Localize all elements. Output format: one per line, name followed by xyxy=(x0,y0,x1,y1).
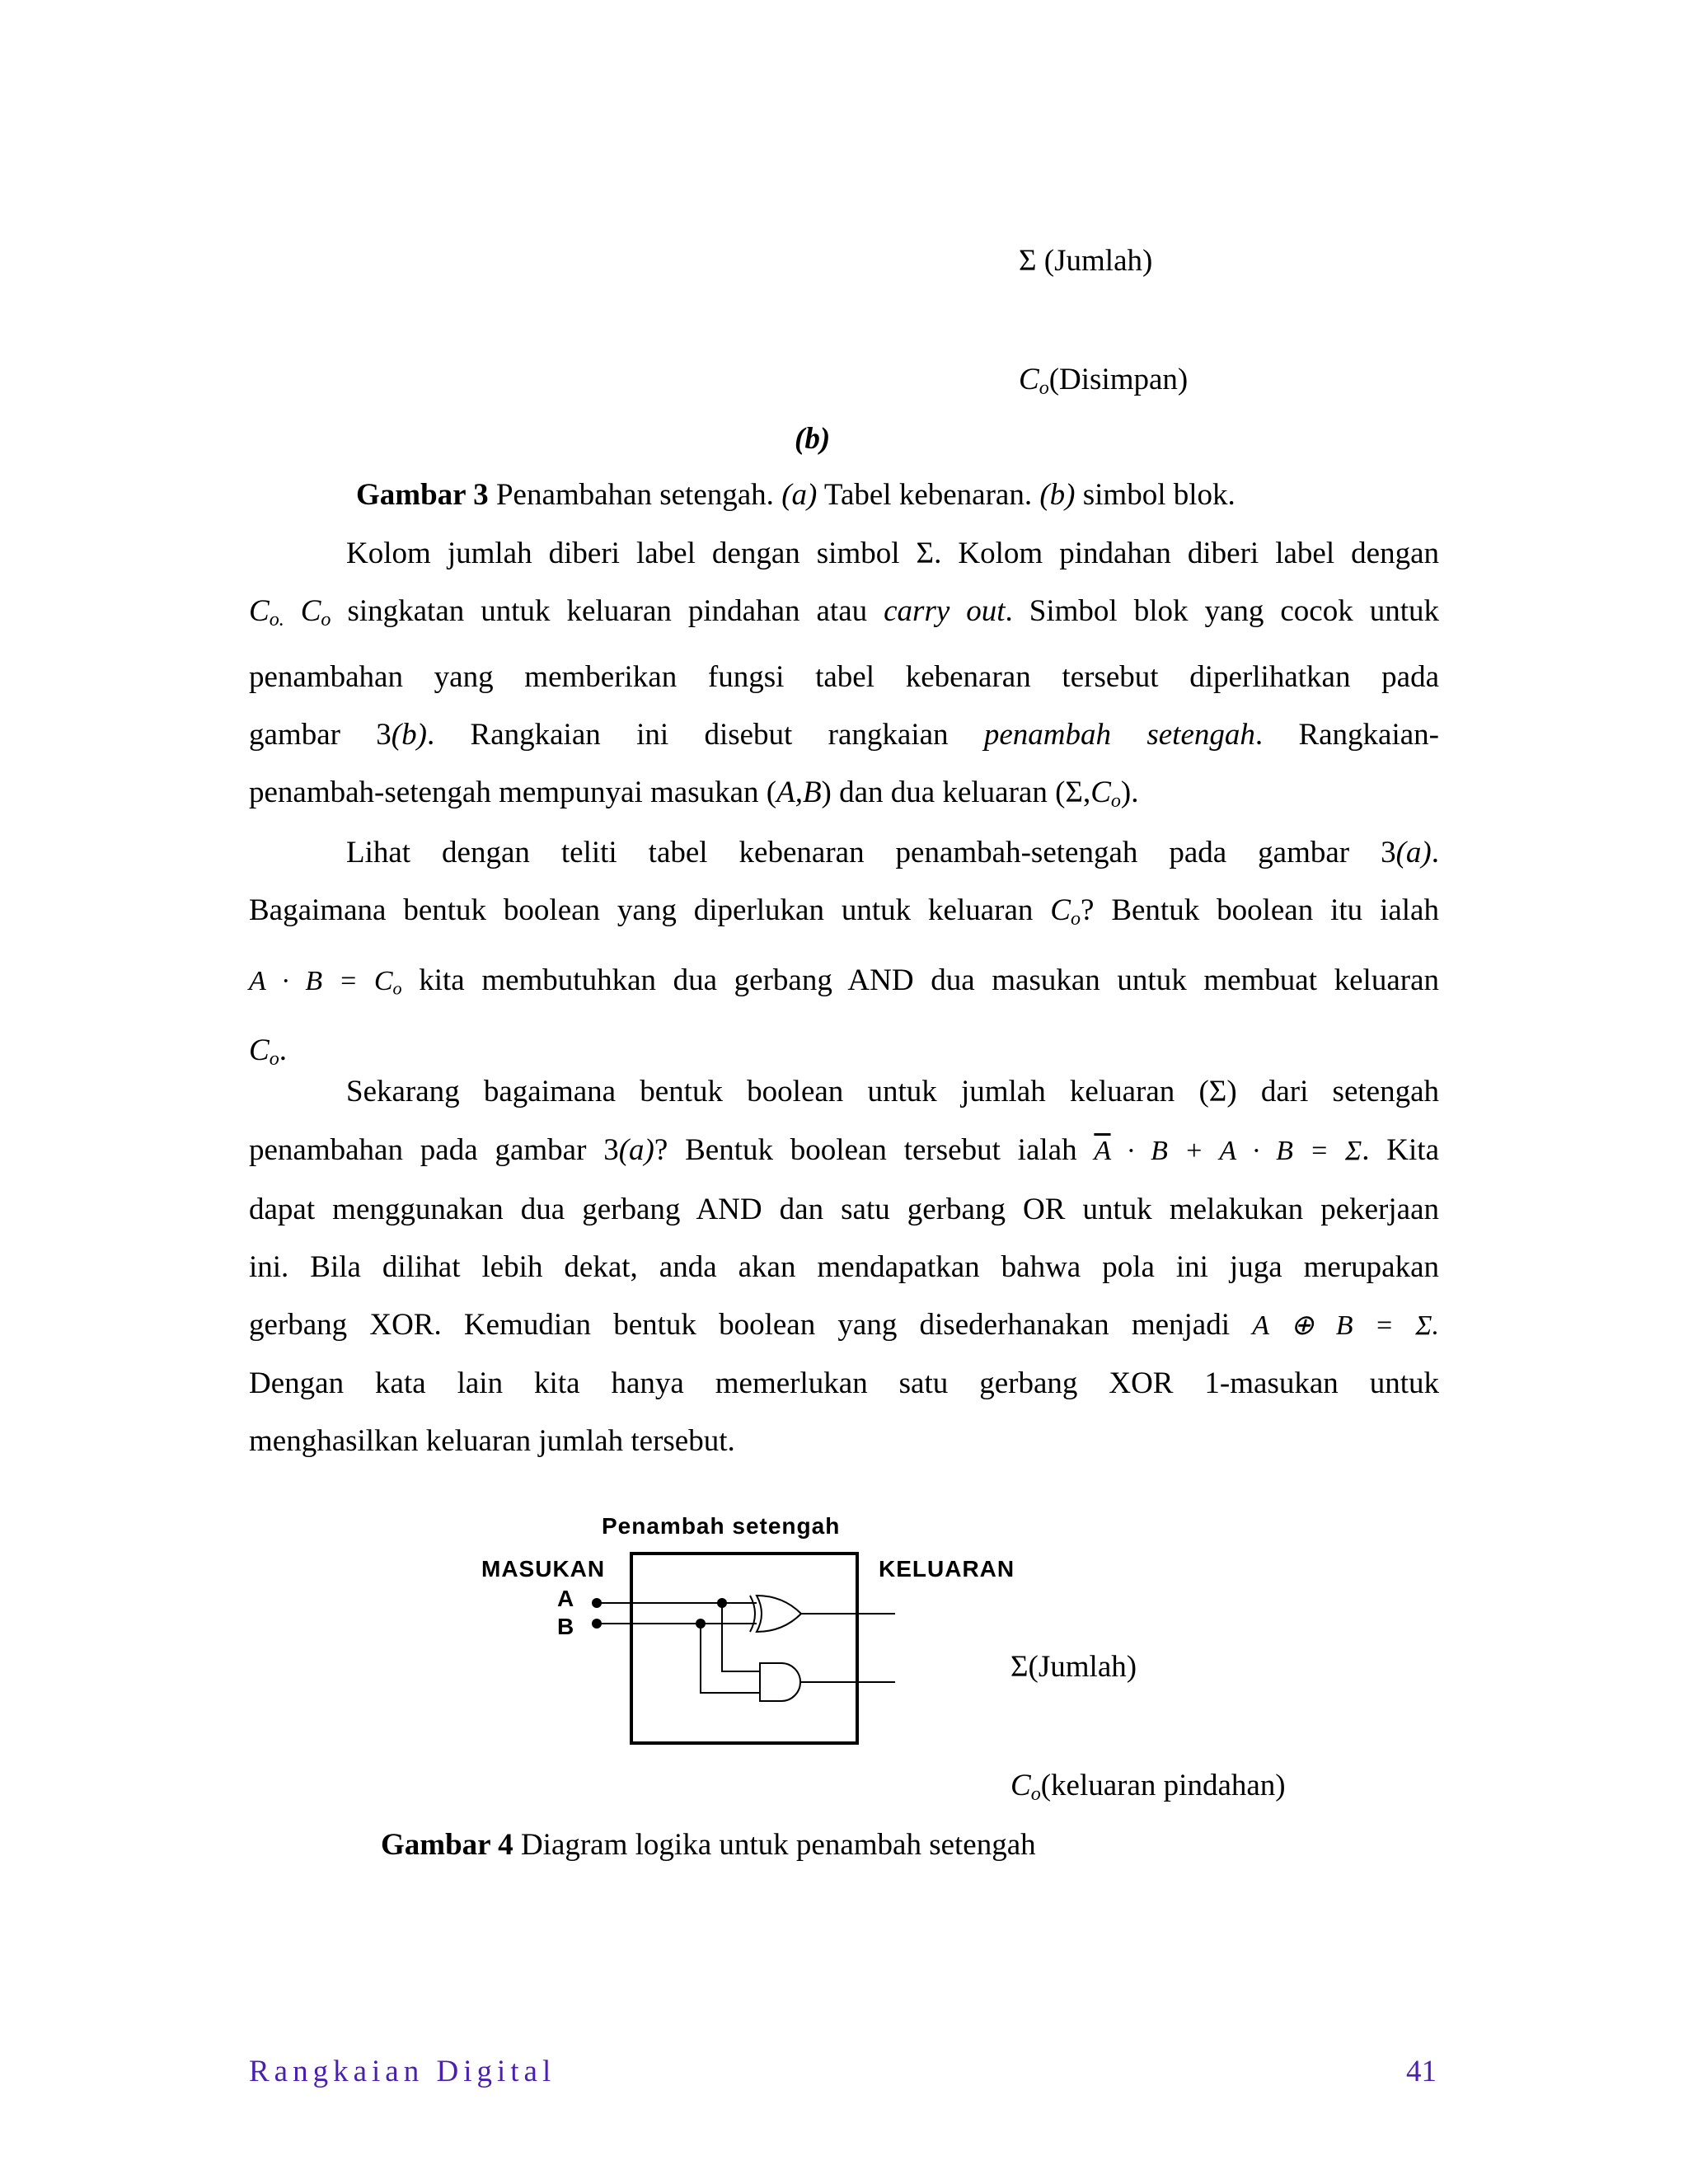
para2-line1: Lihat dengan teliti tabel kebenaran penambah-setengah pada gambar 3(a). xyxy=(346,836,1439,869)
page-number: 41 xyxy=(1406,2055,1437,2088)
para2-line2: Bagaimana bentuk boolean yang diperlukan untuk keluaran $C_o$? Bentuk boolean itu ialah xyxy=(249,893,1439,930)
para1-line4: gambar 3(b). Rangkaian ini disebut rangkaian penambah setengah. Rangkaian- xyxy=(249,718,1439,752)
paragraph-1 xyxy=(249,525,1439,830)
wire-b-to-and xyxy=(701,1624,760,1693)
para2-line4: $C_o$. xyxy=(249,1033,287,1070)
para3-line5: gerbang XOR. Kemudian bentuk boolean yang disederhanakan menjadi A ⊕ B = Σ. xyxy=(249,1308,1439,1342)
para3-line2: penambahan pada gambar 3(a)? Bentuk boolean tersebut ialah $\overline{A} \cdot B + A \cdot B = \Sigma$. Kita xyxy=(249,1133,1439,1167)
xor-formula: A ⊕ B = Σ. xyxy=(1252,1310,1439,1341)
para3-line3: dapat menggunakan dua gerbang AND dan satu gerbang OR untuk melakukan pekerjaan xyxy=(249,1193,1439,1226)
para3-line4: ini. Bila dilihat lebih dekat, anda akan mendapatkan bahwa pola ini juga merupakan xyxy=(249,1250,1439,1284)
paragraph-2 xyxy=(249,824,1439,1088)
para1-line1: Kolom jumlah diberi label dengan simbol Σ. Kolom pindahan diberi label dengan xyxy=(346,537,1439,570)
carry-formula: $A \cdot B = C_o$ xyxy=(249,966,402,999)
carry-label: $C_o(Disimpan)$ xyxy=(1019,363,1189,399)
para1-line2: $C_{o.}$ $C_o$ singkatan untuk keluaran pindahan atau carry out. Simbol blok yang cocok untuk xyxy=(249,594,1440,630)
para3-line6: Dengan kata lain kita hanya memerlukan satu gerbang XOR 1-masukan untuk xyxy=(249,1366,1439,1400)
para3-line7: menghasilkan keluaran jumlah tersebut. xyxy=(249,1424,735,1458)
para3-line1: Sekarang bagaimana bentuk boolean untuk jumlah keluaran (Σ) dari setengah xyxy=(346,1075,1439,1108)
output-carry-label: $C_o(keluaran$ pindahan) xyxy=(1010,1769,1286,1805)
input-a-terminal xyxy=(592,1598,602,1608)
para1-line3: penambahan yang memberikan fungsi tabel kebenaran tersebut diperlihatkan pada xyxy=(249,660,1439,694)
half-adder-logic-diagram xyxy=(577,1541,923,1755)
para2-line3: $A \cdot B = C_o$ kita membutuhkan dua gerbang AND dua masukan untuk membuat keluaran xyxy=(249,963,1439,999)
sum-formula: $\overline{A} \cdot B + A \cdot B = \Sigma$ xyxy=(1094,1136,1362,1166)
diagram-title: Penambah setengah xyxy=(602,1513,841,1539)
sum-label: Σ (Jumlah) xyxy=(1019,244,1153,278)
input-b-terminal xyxy=(592,1619,602,1629)
figure-4-caption: Gambar 4 Diagram logika untuk penambah setengah xyxy=(381,1828,1036,1862)
figure-3-caption: Gambar 3 Penambahan setengah. (a) Tabel kebenaran. (b) simbol blok. xyxy=(356,478,1236,512)
input-b-label: B xyxy=(557,1614,575,1639)
outputs-label: KELUARAN xyxy=(879,1556,1015,1582)
output-sum-label: Σ(Jumlah) xyxy=(1010,1650,1137,1684)
and-gate xyxy=(760,1663,800,1701)
figure-b-label: (b) xyxy=(795,422,831,456)
input-a-label: A xyxy=(557,1586,575,1611)
half-adder-box xyxy=(631,1554,857,1743)
inputs-label: MASUKAN xyxy=(481,1556,606,1582)
footer-title: Rangkaian Digital xyxy=(249,2055,556,2088)
paragraph-3 xyxy=(249,1063,1439,1470)
para1-line5: penambah-setengah mempunyai masukan (A,B) dan dua keluaran $(\Sigma,C_o)$. xyxy=(249,776,1139,812)
xor-gate xyxy=(750,1596,801,1632)
